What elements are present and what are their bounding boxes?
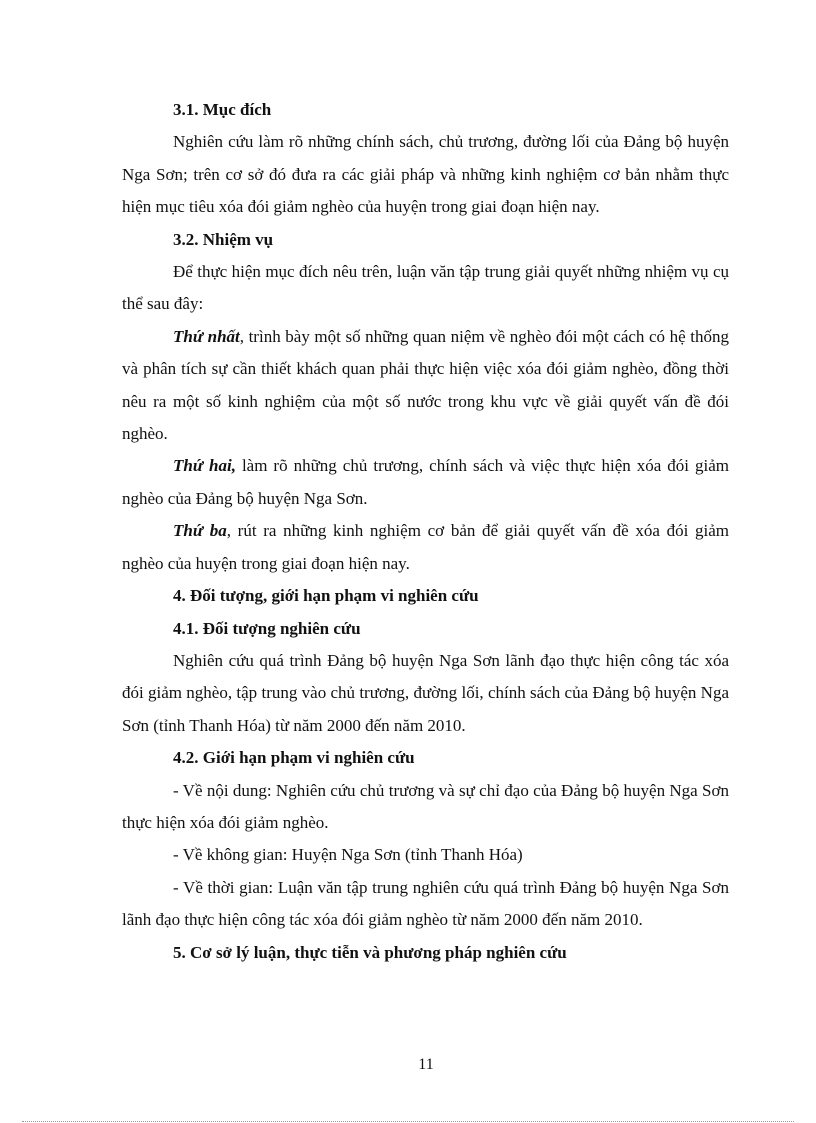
heading-3-1: 3.1. Mục đích bbox=[173, 100, 272, 119]
heading-5: 5. Cơ sở lý luận, thực tiễn và phương pháp nghiên cứu bbox=[173, 942, 567, 962]
paragraph-tasks-intro: Để thực hiện mục đích nêu trên, luận văn tập trung giải quyết những nhiệm vụ cụ thể sau đây: bbox=[122, 262, 729, 314]
paragraph-scope-space: - Về không gian: Huyện Nga Sơn (tỉnh Thanh Hóa) bbox=[173, 845, 523, 865]
heading-4-1: 4.1. Đối tượng nghiên cứu bbox=[173, 618, 361, 638]
page-bottom-divider bbox=[22, 1121, 794, 1122]
text-third: , rút ra những kinh nghiệm cơ bản để giải quyết vấn đề xóa đói giảm nghèo của huyện trong giai đoạn hiện nay. bbox=[122, 521, 729, 573]
paragraph-task-second bbox=[122, 450, 729, 515]
label-first: Thứ nhất bbox=[173, 326, 240, 346]
heading-3-2: 3.2. Nhiệm vụ bbox=[173, 229, 274, 249]
paragraph-scope-time: - Về thời gian: Luận văn tập trung nghiên cứu quá trình Đảng bộ huyện Nga Sơn lãnh đạo thực hiện công tác xóa đói giảm nghèo từ năm 2000 đến năm 2010. bbox=[122, 877, 729, 930]
paragraph-research-object: Nghiên cứu quá trình Đảng bộ huyện Nga Sơn lãnh đạo thực hiện công tác xóa đói giảm nghèo, tập trung vào chủ trương, đường lối, chính sách của Đảng bộ huyện Nga Sơn (tỉnh Thanh Hóa) từ năm 2000 đến năm 2010. bbox=[122, 650, 729, 735]
paragraph-task-third bbox=[122, 515, 729, 580]
heading-4: 4. Đối tượng, giới hạn phạm vi nghiên cứu bbox=[173, 586, 479, 606]
page-number: 11 bbox=[418, 1056, 434, 1073]
text-second: làm rõ những chủ trương, chính sách và việc thực hiện xóa đói giảm nghèo của Đảng bộ huyện Nga Sơn. bbox=[122, 456, 729, 508]
paragraph-scope-content: - Về nội dung: Nghiên cứu chủ trương và sự chỉ đạo của Đảng bộ huyện Nga Sơn thực hiện xóa đói giảm nghèo. bbox=[122, 780, 729, 832]
label-third: Thứ ba bbox=[173, 521, 227, 541]
paragraph-purpose: Nghiên cứu làm rõ những chính sách, chủ trương, đường lối của Đảng bộ huyện Nga Sơn; trên cơ sở đó đưa ra các giải pháp và những kinh nghiệm cơ bản nhằm thực hiện mục tiêu xóa đói giảm nghèo của huyện trong giai đoạn hiện nay. bbox=[122, 132, 729, 217]
label-second: Thứ hai, bbox=[173, 456, 236, 476]
paragraph-task-first bbox=[122, 321, 729, 451]
heading-4-2: 4.2. Giới hạn phạm vi nghiên cứu bbox=[173, 748, 415, 768]
page-content bbox=[122, 94, 729, 969]
text-first: , trình bày một số những quan niệm về nghèo đói một cách có hệ thống và phân tích sự cần thiết khách quan phải thực hiện việc xóa đói giảm nghèo, đồng thời nêu ra một số kinh nghiệm của một số nước trong khu vực về giải quyết vấn đề đói nghèo. bbox=[122, 326, 729, 444]
